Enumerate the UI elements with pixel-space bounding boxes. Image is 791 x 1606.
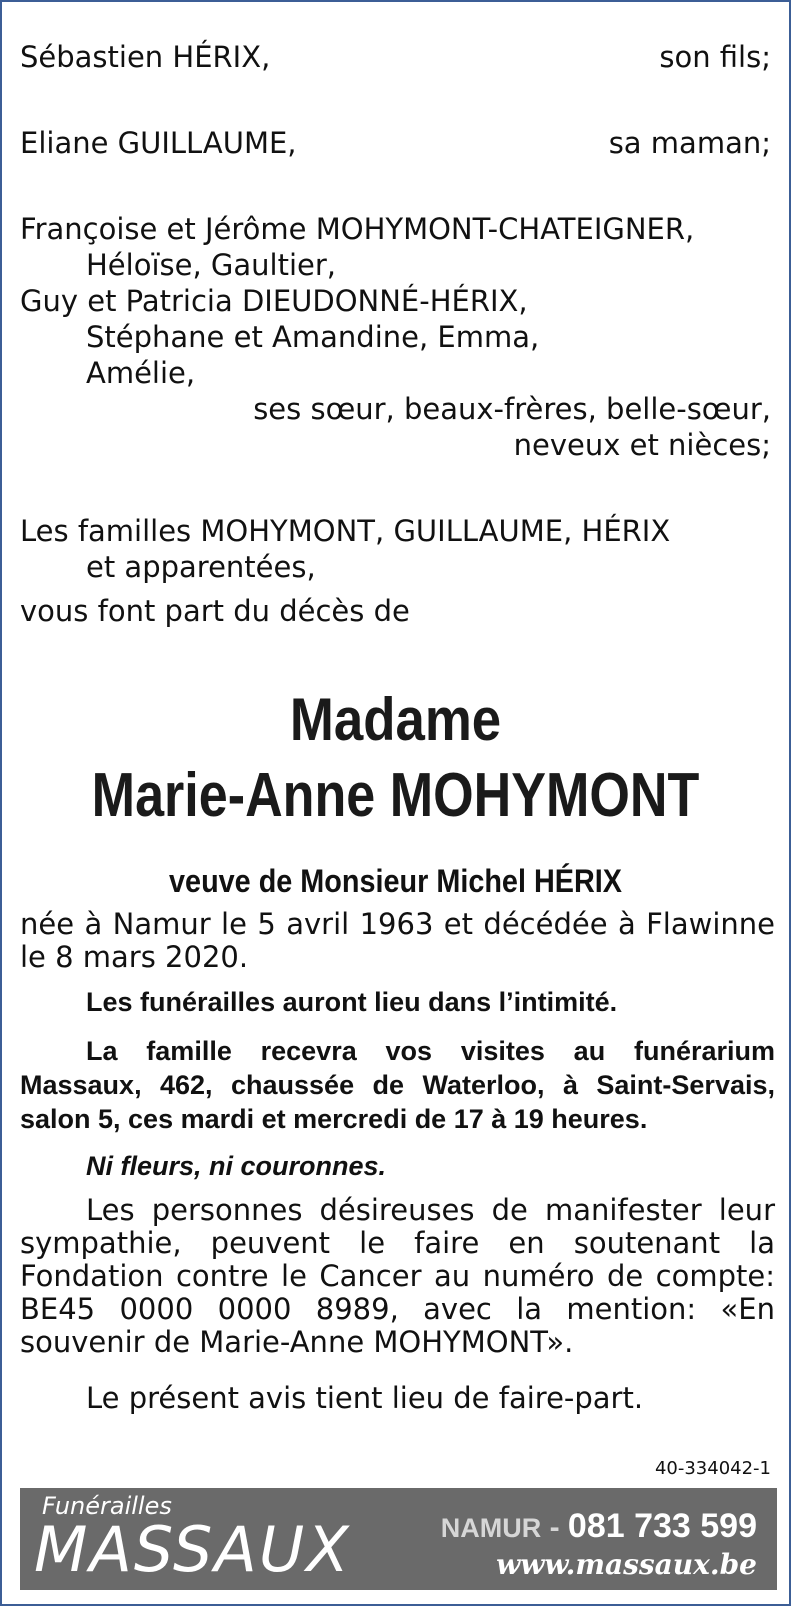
siblings-role: ses sœur, beaux-frères, belle-sœur, (253, 392, 771, 426)
siblings-role: neveux et nièces; (513, 428, 771, 462)
banner-city: NAMUR (440, 1513, 542, 1543)
sibling-line: Guy et Patricia DIEUDONNÉ-HÉRIX, (20, 284, 528, 318)
banner-dash: - (541, 1511, 568, 1544)
birth-death-text: née à Namur le 5 avril 1963 et décédée à Flawinne le 8 mars 2020. (20, 907, 775, 974)
banner-contact (441, 1508, 757, 1546)
banner-logo-massaux: MASSAUX (34, 1513, 351, 1586)
deceased-title: Madame (289, 686, 502, 753)
announcement: vous font part du décès de (20, 594, 410, 628)
reference-number: 40-334042-1 (654, 1458, 771, 1479)
family-member-role: son fils; (659, 40, 771, 74)
sibling-line: Stéphane et Amandine, Emma, (86, 320, 540, 354)
sibling-line: Amélie, (86, 356, 196, 390)
family-member-role: sa maman; (608, 126, 771, 160)
deceased-name: Marie-Anne MOHYMONT (91, 761, 700, 830)
banner-funerailles: Funérailles (42, 1492, 172, 1520)
notice-text: Le présent avis tient lieu de faire-part. (86, 1381, 644, 1415)
families-line: et apparentées, (86, 550, 316, 584)
family-member-name: Sébastien HÉRIX, (20, 40, 271, 74)
sibling-line: Héloïse, Gaultier, (86, 248, 336, 282)
banner-phone: 081 733 599 (567, 1507, 757, 1545)
sibling-line: Françoise et Jérôme MOHYMONT-CHATEIGNER, (20, 212, 695, 246)
family-member-name: Eliane GUILLAUME, (20, 126, 297, 160)
families-line: Les familles MOHYMONT, GUILLAUME, HÉRIX (20, 514, 671, 548)
no-flowers-text: Ni fleurs, ni couronnes. (86, 1151, 387, 1181)
donation-text: Les personnes désireuses de manifester leur sympathie, peuvent le faire en soutenant la Fondation contre le Cancer au numéro de compte: BE45 0000 0000 8989, avec la mention: «En souvenir de Marie-Anne MOHYMONT». (20, 1193, 775, 1359)
funeral-home-banner (20, 1488, 777, 1590)
funeral-text: Les funérailles auront lieu dans l’intimité. (86, 987, 618, 1017)
widow-of: veuve de Monsieur Michel HÉRIX (169, 863, 622, 899)
visits-text: La famille recevra vos visites au funérarium Massaux, 462, chaussée de Waterloo, à Saint-Servais, salon 5, ces mardi et mercredi de 17 à 19 heures. (20, 1036, 775, 1134)
banner-website: www.massaux.be (496, 1548, 757, 1581)
